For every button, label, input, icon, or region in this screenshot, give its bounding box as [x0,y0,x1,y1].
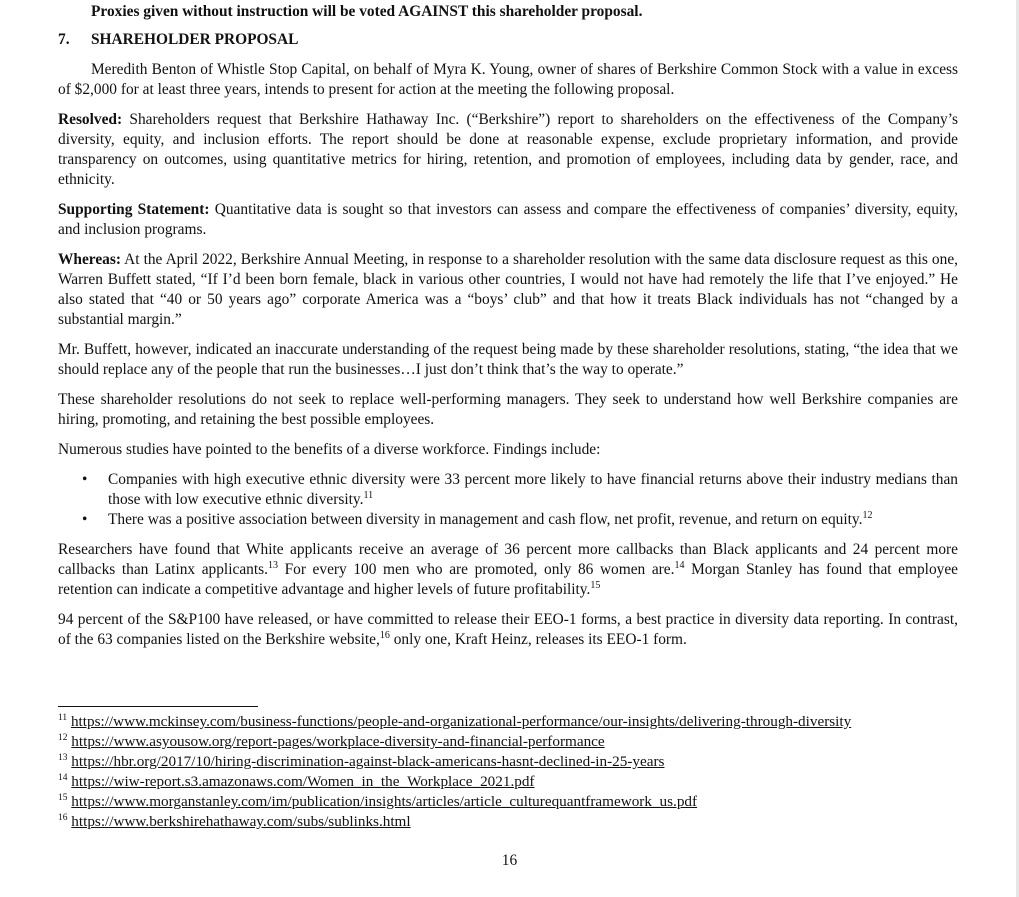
buffett-paragraph: Mr. Buffett, however, indicated an inaccurate understanding of the request being made by these shareholder resolutions, stating, “the idea that we should replace any of the people that run the businesses…I just don’t think that’s the way to operate.” [58,341,958,378]
footnote-link[interactable]: https://www.morganstanley.com/im/publication/insights/articles/article_culturequantframework_us.pdf [71,793,698,810]
intro-paragraph: Meredith Benton of Whistle Stop Capital, on behalf of Myra K. Young, owner of shares of Berkshire Common Stock with a value in excess of $2,000 for at least three years, intends to present for action at the meeting the following proposal. [58,61,958,98]
whereas-label: Whereas: [58,251,121,268]
findings-list [58,470,958,530]
footnote-item [58,712,958,732]
sp100-paragraph [58,610,958,650]
resolutions-paragraph: These shareholder resolutions do not seek to replace well-performing managers. They seek to understand how well Berkshire companies are hiring, promoting, and retaining the best possible employees. [58,391,958,428]
footnote-link[interactable]: https://wiw-report.s3.amazonaws.com/Women_in_the_Workplace_2021.pdf [71,773,535,790]
footnote-link[interactable]: https://www.asyousow.org/report-pages/workplace-diversity-and-financial-performance [71,733,605,750]
footnote-number: 12 [58,732,68,743]
footnote-ref[interactable]: 11 [363,489,374,501]
footnote-number: 11 [58,712,68,723]
footnote-ref[interactable]: 13 [267,559,278,571]
footnote-ref[interactable]: 12 [862,509,873,521]
footnote-number: 16 [58,812,68,823]
whereas-paragraph [58,250,958,330]
footnote-item [58,812,958,832]
footnote-item [58,792,958,812]
resolved-paragraph [58,110,958,190]
footnote-link[interactable]: https://hbr.org/2017/10/hiring-discrimination-against-black-americans-hasnt-declined-in-25-years [71,753,665,770]
footnote-number: 15 [58,792,68,803]
list-item [58,470,958,510]
bullet-text: Companies with high executive ethnic diversity were 33 percent more likely to have financial returns above their industry medians than those with low executive ethnic diversity. [108,471,958,508]
supporting-label: Supporting Statement: [58,201,210,218]
list-item [58,510,958,530]
footnote-number: 14 [58,772,68,783]
section-number: 7. [58,31,70,48]
resolved-label: Resolved: [58,111,123,128]
researchers-paragraph [58,540,958,600]
footnote-number: 13 [58,752,68,763]
footnote-link[interactable]: https://www.berkshirehathaway.com/subs/sublinks.html [71,813,411,830]
footnote-item [58,772,958,792]
footnote-divider [58,706,258,707]
whereas-text: At the April 2022, Berkshire Annual Meeting, in response to a shareholder resolution with the same data disclosure request as this one, Warren Buffett stated, “If I’d been born female, black in various other countries, I would not have had remotely the life that I’ve enjoyed.” He also stated that “40 or 50 years ago” corporate America was a “boys’ club” and that how it treats Black individuals has not “changed by a substantial margin.” [58,251,959,328]
document-body [58,2,958,660]
researchers-text-1: Researchers have found that White applicants receive an average of 36 percent more callbacks than Black applicants and 24 percent more callbacks than Latinx applicants. [58,541,958,578]
section-title: SHAREHOLDER PROPOSAL [91,31,299,48]
bullet-icon: • [82,511,88,528]
footnote-ref[interactable]: 15 [590,579,601,591]
footnote-ref[interactable]: 14 [674,559,685,571]
researchers-text-3: Morgan Stanley has found that employee retention can indicate a competitive advantage and higher levels of future profitability. [58,561,958,598]
sp100-text-2: only one, Kraft Heinz, releases its EEO-1 form. [389,631,687,648]
proxies-notice: Proxies given without instruction will be voted AGAINST this shareholder proposal. [91,3,643,20]
supporting-text: Quantitative data is sought so that investors can assess and compare the effectiveness of companies’ diversity, equity, and inclusion programs. [58,201,958,238]
supporting-paragraph [58,200,958,240]
resolved-text: Shareholders request that Berkshire Hathaway Inc. (“Berkshire”) report to shareholders on the effectiveness of the Company’s diversity, equity, and inclusion efforts. The report should be done at reasonable expense, exclude proprietary information, and provide transparency on outcomes, using quantitative metrics for hiring, retention, and promotion of employees, including data by gender, race, and ethnicity. [58,111,958,188]
page-number: 16 [501,852,518,869]
footnote-link[interactable]: https://www.mckinsey.com/business-functions/people-and-organizational-performance/our-insights/delivering-through-diversity [70,713,852,730]
bullet-icon: • [82,471,88,488]
section-heading [58,30,958,50]
footnote-item [58,732,958,752]
footnote-ref[interactable]: 16 [379,629,390,641]
bullet-text: There was a positive association between diversity in management and cash flow, net profit, revenue, and return on equity. [108,511,863,528]
sp100-text-1: 94 percent of the S&P100 have released, or have committed to release their EEO-1 forms, a best practice in diversity data reporting. In contrast, of the 63 companies listed on the Berkshire website, [58,611,958,648]
footnotes [58,712,958,832]
footnote-item [58,752,958,772]
studies-paragraph: Numerous studies have pointed to the benefits of a diverse workforce. Findings include: [58,441,601,458]
researchers-text-2: For every 100 men who are promoted, only 86 women are. [277,561,675,578]
